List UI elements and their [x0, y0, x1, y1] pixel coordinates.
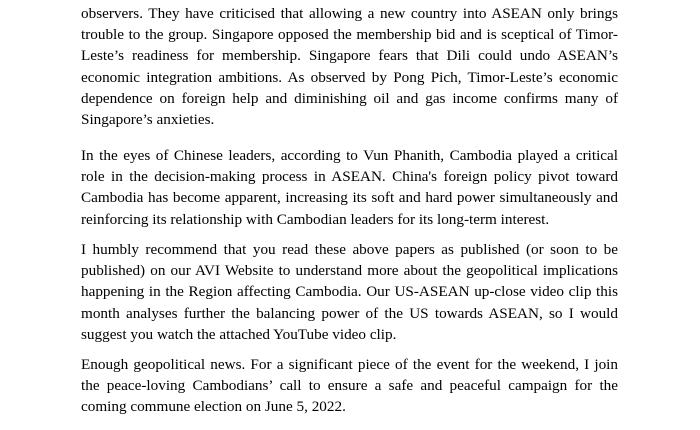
- paragraph-commune-election: Enough geopolitical news. For a significant piece of the event for the weekend, I join the peace-loving Cambodians’ call to ensure a safe and peaceful campaign for the coming commune election on June 5, 2022.: [81, 356, 618, 416]
- paragraph-china-cambodia: In the eyes of Chinese leaders, according to Vun Phanith, Cambodia played a critical role in the decision-making process in ASEAN. China's foreign policy pivot toward Cambodia has become apparent, increasing its soft and hard power simultaneously and reinforcing its relationship with Cambodian leaders for its long-term interest.: [81, 147, 618, 228]
- paragraph-recommendation: I humbly recommend that you read these above papers as published (or soon to be published) on our AVI Website to understand more about the geopolitical implications happening in the Region affecting Cambodia. Our US-ASEAN up-close video clip this month analyses further the balancing power of the US towards ASEAN, so I would suggest you watch the attached YouTube video clip.: [81, 241, 618, 343]
- paragraph-timor-leste: observers. They have criticised that allowing a new country into ASEAN only brings trouble to the group. Singapore opposed the membership bid and is sceptical of Timor-Leste’s readiness for membership. Singapore fears that Dili could undo ASEAN’s economic integration ambitions. As observed by Pong Pich, Timor-Leste’s economic dependence on foreign help and diminishing oil and gas income confirms many of Singapore’s anxieties.: [81, 5, 618, 129]
